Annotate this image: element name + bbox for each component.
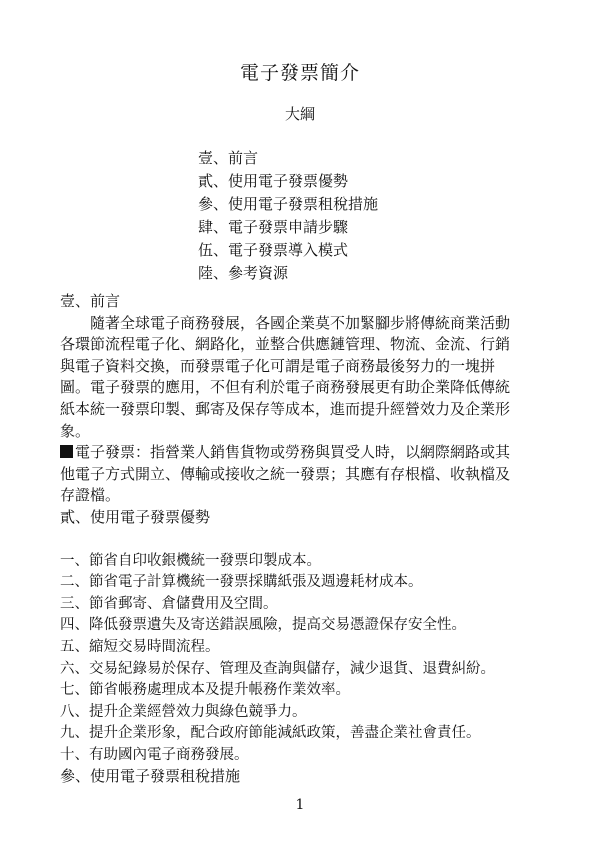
benefit-item: 三、節省郵寄、倉儲費用及空間。 <box>60 595 278 612</box>
page-title: 電子發票簡介 <box>239 62 360 84</box>
outline-heading: 大綱 <box>284 105 315 123</box>
section-heading-benefits: 貳、使用電子發票優勢 <box>60 507 211 526</box>
section-heading-tax-measures: 參、使用電子發票租稅措施 <box>60 767 241 786</box>
benefit-item: 七、節省帳務處理成本及提升帳務作業效率。 <box>60 682 350 699</box>
benefit-item: 九、提升企業形象，配合政府節能減紙政策，善盡企業社會責任。 <box>60 725 481 742</box>
outline-item: 參、使用電子發票租稅措施 <box>198 195 379 213</box>
benefits-list <box>60 551 550 767</box>
definition-line: 存證檔。 <box>60 486 121 505</box>
outline-item: 貳、使用電子發票優勢 <box>198 172 349 190</box>
definition-text: 電子發票：指營業人銷售貨物或勞務與買受人時，以網際網路或其 <box>75 443 511 462</box>
spacer <box>60 529 550 551</box>
outline-item: 肆、電子發票申請步驟 <box>198 218 349 236</box>
paragraph-line: 象。 <box>60 421 91 440</box>
section-heading-preface: 壹、前言 <box>60 292 121 310</box>
paragraph-line: 隨著全球電子商務發展，各國企業莫不加緊腳步將傳統商業活動 <box>90 313 511 332</box>
paragraph-line: 與電子資料交換，而發票電子化可謂是電子商務最後努力的一塊拼 <box>60 356 496 375</box>
benefit-item: 五、縮短交易時間流程。 <box>60 638 220 655</box>
benefit-item: 六、交易紀錄易於保存、管理及查詢與儲存，減少退貨、退費糾紛。 <box>60 660 495 677</box>
outline-item: 伍、電子發票導入模式 <box>198 241 349 259</box>
page-number: 1 <box>295 797 305 813</box>
paragraph-line: 紙本統一發票印製、郵寄及保存等成本，進而提升經營效力及企業形 <box>60 399 511 418</box>
outline-item: 陸、參考資源 <box>198 264 289 282</box>
document-body <box>60 291 550 788</box>
paragraph-line: 各環節流程電子化、網路化，並整合供應鏈管理、物流、金流、行銷 <box>60 335 511 354</box>
definition-line <box>60 442 550 464</box>
paragraph-line: 圖。電子發票的應用，不但有利於電子商務發展更有助企業降低傳統 <box>60 378 511 397</box>
benefit-item: 四、降低發票遺失及寄送錯誤風險，提高交易憑證保存安全性。 <box>60 617 466 634</box>
outline-item: 壹、前言 <box>198 149 259 167</box>
benefit-item: 十、有助國內電子商務發展。 <box>60 746 249 763</box>
outline-list <box>198 147 378 285</box>
benefit-item: 二、節省電子計算機統一發票採購紙張及週邊耗材成本。 <box>60 574 423 591</box>
black-square-bullet-icon <box>60 445 73 458</box>
definition-line: 他電子方式開立、傳輸或接收之統一發票；其應有存根檔、收執檔及 <box>60 464 511 483</box>
benefit-item: 一、節省自印收銀機統一發票印製成本。 <box>60 552 321 569</box>
benefit-item: 八、提升企業經營效力與綠色競爭力。 <box>60 703 307 720</box>
